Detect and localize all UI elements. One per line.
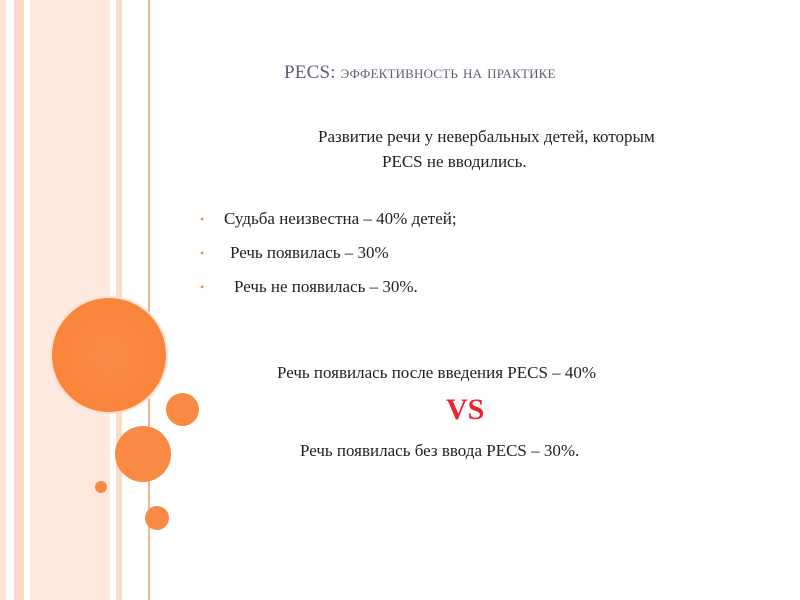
title-rest: эффективность на практике: [340, 62, 556, 83]
bullet-list: [200, 208, 457, 310]
bullet-text: Речь не появилась – 30%.: [234, 277, 418, 296]
bullet-text: Речь появилась – 30%: [230, 243, 389, 262]
vs-label: VS: [446, 393, 485, 426]
decor-circle-small: [166, 393, 199, 426]
decor-circle-medium: [115, 426, 171, 482]
intro-paragraph: [318, 124, 758, 174]
list-item: [200, 208, 457, 242]
comparison-with-pecs: Речь появилась после введения PECS – 40%: [277, 363, 597, 382]
bullet-icon: •: [200, 246, 205, 260]
list-item: [200, 242, 457, 276]
title-lead: PECS:: [284, 62, 336, 83]
bullet-icon: •: [200, 280, 205, 294]
decor-circle-small: [145, 506, 169, 530]
list-item: [200, 276, 457, 310]
decor-circle-large: [52, 298, 166, 412]
intro-line-1: Развитие речи у невербальных детей, которым: [318, 127, 655, 146]
bullet-text: Судьба неизвестна – 40% детей;: [224, 209, 457, 228]
decor-stripe: [14, 0, 24, 600]
intro-line-2: PECS не вводились.: [382, 152, 527, 171]
slide-title: [284, 62, 556, 84]
bullet-icon: •: [200, 212, 205, 226]
decor-stripe: [0, 0, 6, 600]
decor-circle-tiny: [95, 481, 107, 493]
comparison-without-pecs: Речь появилась без ввода PECS – 30%.: [300, 441, 580, 460]
